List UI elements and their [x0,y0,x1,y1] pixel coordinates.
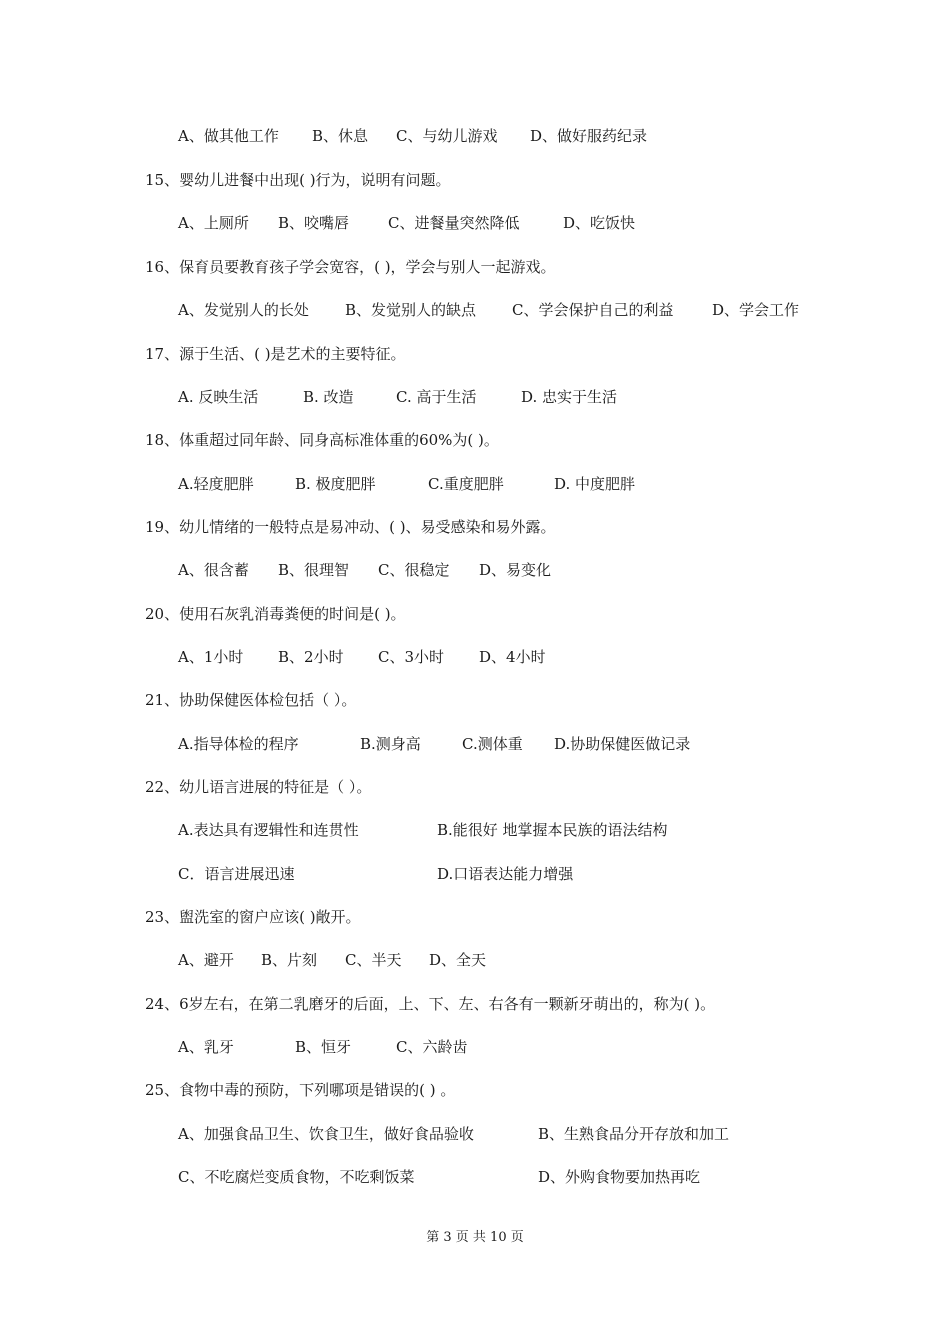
option-d: D.口语表达能力增强 [437,865,574,883]
option-a: A. 反映生活 [178,388,259,406]
option-a: A、乳牙 [178,1038,234,1056]
option-b: B、片刻 [261,951,318,969]
option-a: A、很含蓄 [178,561,249,579]
page-footer: 第 3 页 共 10 页 [426,1230,524,1245]
option-c: C、与幼儿游戏 [396,127,498,145]
option-b: B.测身高 [360,735,421,753]
option-d: D. 中度肥胖 [554,475,636,493]
question-21-stem: 21、协助保健医体检包括（ ）。 [145,691,357,709]
option-a: A、做其他工作 [178,127,279,145]
option-d: D. 忠实于生活 [521,388,618,406]
option-b: B、生熟食品分开存放和加工 [538,1125,730,1143]
option-b: B.能很好 地掌握本民族的语法结构 [437,821,668,839]
option-d: D、全天 [429,951,487,969]
question-23-stem: 23、盥洗室的窗户应该( )敞开。 [145,908,361,926]
option-c: C、半天 [345,951,402,969]
option-b: B、恒牙 [295,1038,352,1056]
option-b: B、咬嘴唇 [278,214,350,232]
question-20-stem: 20、使用石灰乳消毒粪便的时间是( )。 [145,605,406,623]
question-22-stem: 22、幼儿语言进展的特征是（ ）。 [145,778,372,796]
option-c: C、六龄齿 [396,1038,468,1056]
option-d: D、易变化 [479,561,552,579]
option-c: C.重度肥胖 [428,475,504,493]
option-d: D、做好服药纪录 [530,127,648,145]
option-d: D、外购食物要加热再吃 [538,1168,701,1186]
option-c: C.测体重 [462,735,523,753]
option-c: C、很稳定 [378,561,450,579]
option-b: B. 改造 [303,388,354,406]
question-25-stem: 25、食物中毒的预防，下列哪项是错误的( ) 。 [145,1081,456,1099]
option-b: B、发觉别人的缺点 [345,301,477,319]
option-a: A、1小时 [178,648,244,666]
option-a: A、避开 [178,951,234,969]
option-d: D.协助保健医做记录 [554,735,691,753]
option-a: A、上厕所 [178,214,249,232]
question-18-stem: 18、体重超过同年龄、同身高标准体重的60%为( )。 [145,431,499,449]
option-a: A.轻度肥胖 [178,475,254,493]
option-b: B. 极度肥胖 [295,475,376,493]
option-b: B、休息 [312,127,369,145]
option-a: A.指导体检的程序 [178,735,299,753]
option-c: C．语言进展迅速 [178,865,295,883]
option-c: C、不吃腐烂变质食物，不吃剩饭菜 [178,1168,415,1186]
option-a: A、加强食品卫生、饮食卫生，做好食品验收 [178,1125,474,1143]
option-b: B、很理智 [278,561,350,579]
question-19-stem: 19、幼儿情绪的一般特点是易冲动、( )、易受感染和易外露。 [145,518,556,536]
option-d: D、吃饭快 [563,214,636,232]
option-b: B、2小时 [278,648,344,666]
option-c: C、3小时 [378,648,445,666]
option-d: D、学会工作 [712,301,800,319]
option-c: C. 高于生活 [396,388,477,406]
question-15-stem: 15、婴幼儿进餐中出现( )行为，说明有问题。 [145,171,451,189]
option-c: C、进餐量突然降低 [388,214,520,232]
question-24-stem: 24、6岁左右，在第二乳磨牙的后面，上、下、左、右各有一颗新牙萌出的，称为( )。 [145,995,716,1013]
option-d: D、4小时 [479,648,546,666]
question-16-stem: 16、保育员要教育孩子学会宽容，( )，学会与别人一起游戏。 [145,258,556,276]
question-17-stem: 17、源于生活、( )是艺术的主要特征。 [145,345,406,363]
option-c: C、学会保护自己的利益 [512,301,674,319]
option-a: A.表达具有逻辑性和连贯性 [178,821,359,839]
option-a: A、发觉别人的长处 [178,301,309,319]
